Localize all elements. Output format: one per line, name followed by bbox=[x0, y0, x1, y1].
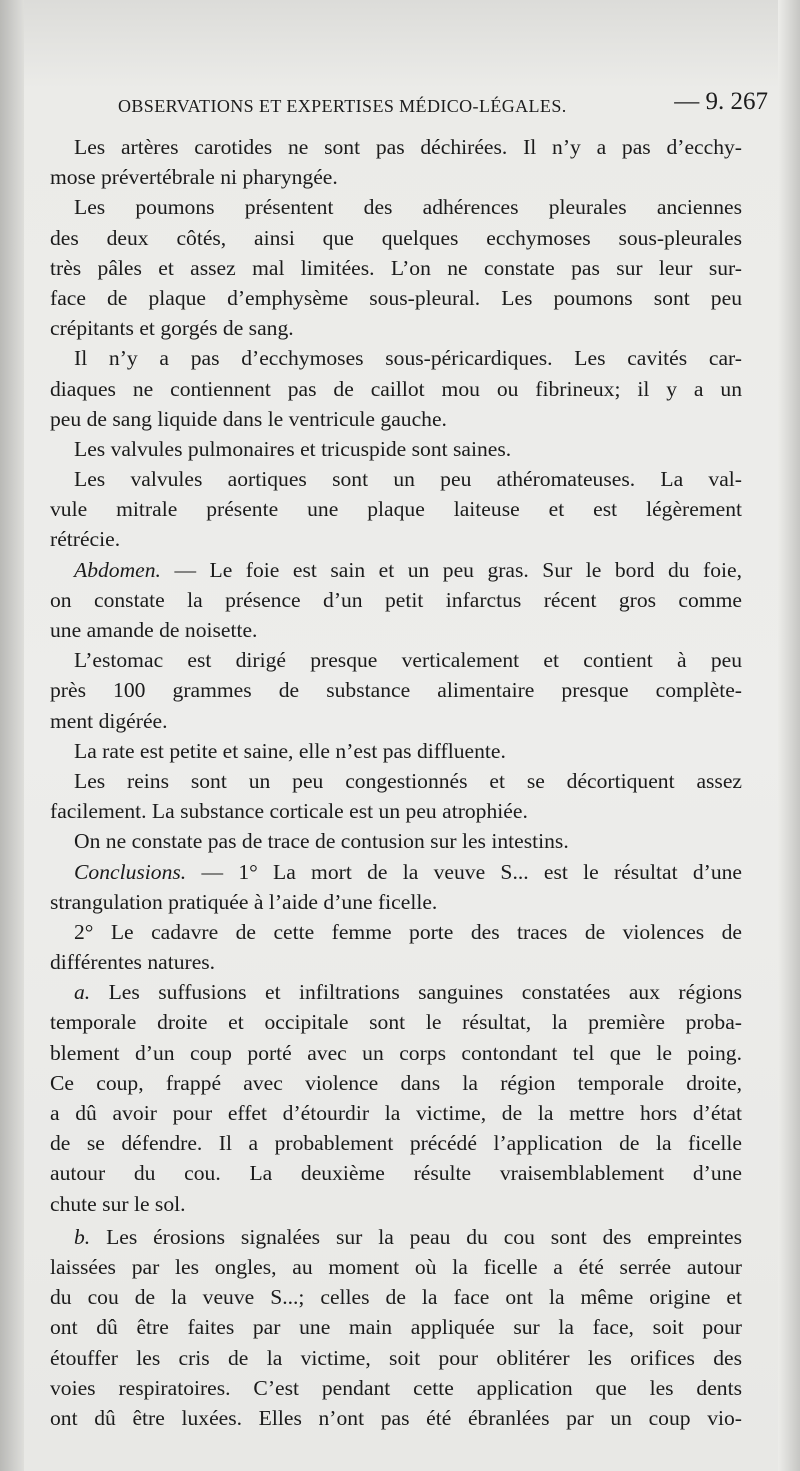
text-line bbox=[50, 947, 742, 977]
text-line bbox=[50, 736, 742, 766]
line-text: a dû avoir pour effet d’étourdir la victime, de la mettre hors d’état bbox=[50, 1101, 742, 1125]
text-line bbox=[50, 192, 742, 222]
line-text: blement d’un coup porté avec un corps contondant tel que le poing. bbox=[50, 1040, 742, 1065]
line-text: peu de sang liquide dans le ventricule gauche. bbox=[50, 406, 447, 431]
text-line bbox=[50, 464, 742, 494]
page-number: — 9. 267 bbox=[674, 88, 768, 115]
text-line bbox=[50, 1038, 742, 1068]
text-line bbox=[50, 796, 742, 826]
line-text: différentes natures. bbox=[50, 950, 216, 975]
text-line bbox=[50, 313, 742, 343]
text-line bbox=[50, 1189, 742, 1219]
line-text: on constate la présence d’un petit infarctus récent gros comme bbox=[50, 587, 742, 612]
line-text: ont dû être faites par une main appliquée sur la face, soit pour bbox=[50, 1315, 742, 1340]
page-edge-shadow bbox=[778, 0, 800, 1471]
text-line bbox=[50, 706, 742, 736]
body-text bbox=[50, 132, 742, 1433]
line-text: très pâles et assez mal limitées. L’on ne constate pas sur leur sur- bbox=[50, 255, 742, 280]
line-text: — Le foie est sain et un peu gras. Sur le bord du foie, bbox=[160, 557, 742, 582]
text-line bbox=[50, 1222, 742, 1252]
text-line bbox=[50, 223, 742, 253]
text-line bbox=[50, 162, 742, 192]
line-text: crépitants et gorgés de sang. bbox=[50, 316, 294, 341]
text-line bbox=[50, 917, 742, 947]
line-text: diaques ne contiennent pas de caillot mou ou fibrineux; il y a un bbox=[50, 376, 742, 401]
line-text: Les érosions signalées sur la peau du cou sont des empreintes bbox=[90, 1224, 742, 1249]
line-text: Les poumons présentent des adhérences pleurales anciennes bbox=[74, 195, 742, 220]
line-text: Les suffusions et infiltrations sanguines constatées aux régions bbox=[90, 980, 742, 1005]
text-line bbox=[50, 1282, 742, 1312]
text-line bbox=[50, 404, 742, 434]
text-line bbox=[50, 1403, 742, 1433]
text-line bbox=[50, 283, 742, 313]
text-line bbox=[50, 343, 742, 373]
line-text: chute sur le sol. bbox=[50, 1191, 186, 1216]
line-text: L’estomac est dirigé presque verticalement et contient à peu bbox=[74, 648, 742, 673]
line-text: On ne constate pas de trace de contusion sur les intestins. bbox=[74, 829, 569, 854]
text-line bbox=[50, 1158, 742, 1188]
text-line bbox=[50, 1098, 742, 1128]
text-line bbox=[50, 132, 742, 162]
text-line bbox=[50, 977, 742, 1007]
line-text: Ce coup, frappé avec violence dans la région temporale droite, bbox=[50, 1070, 742, 1095]
line-text: temporale droite et occipitale sont le résultat, la première proba- bbox=[50, 1010, 742, 1035]
text-line bbox=[50, 1252, 742, 1282]
text-line bbox=[50, 645, 742, 675]
text-line bbox=[50, 1312, 742, 1342]
line-text: face de plaque d’emphysème sous-pleural. Les poumons sont peu bbox=[50, 285, 742, 310]
text-line bbox=[50, 1373, 742, 1403]
text-line bbox=[50, 826, 742, 856]
line-text: Les artères carotides ne sont pas déchirées. Il n’y a pas d’ecchy- bbox=[74, 135, 742, 159]
line-text: rétrécie. bbox=[50, 527, 121, 552]
line-text: ment digérée. bbox=[50, 708, 168, 733]
line-text: Les valvules aortiques sont un peu athéromateuses. La val- bbox=[74, 467, 742, 492]
line-text: de se défendre. Il a probablement précédé l’application de la ficelle bbox=[50, 1131, 742, 1156]
line-text: — 1° La mort de la veuve S... est le résultat d’une bbox=[186, 859, 742, 884]
text-line bbox=[50, 374, 742, 404]
text-line bbox=[50, 585, 742, 615]
line-text: Les reins sont un peu congestionnés et se décortiquent assez bbox=[74, 768, 742, 793]
text-line bbox=[50, 675, 742, 705]
text-line bbox=[50, 524, 742, 554]
line-text: Les valvules pulmonaires et tricuspide sont saines. bbox=[74, 436, 512, 461]
running-title: OBSERVATIONS ET EXPERTISES MÉDICO-LÉGALES. bbox=[118, 96, 567, 116]
line-text: du cou de la veuve S...; celles de la face ont la même origine et bbox=[50, 1285, 742, 1310]
text-line bbox=[50, 434, 742, 464]
text-line bbox=[50, 1007, 742, 1037]
line-text: étouffer les cris de la victime, soit pour oblitérer les orifices des bbox=[50, 1345, 742, 1370]
line-text: autour du cou. La deuxième résulte vraisemblablement d’une bbox=[50, 1161, 742, 1186]
line-text: mose prévertébrale ni pharyngée. bbox=[50, 165, 338, 190]
line-text: des deux côtés, ainsi que quelques ecchymoses sous-pleurales bbox=[50, 225, 742, 250]
line-text: laissées par les ongles, au moment où la ficelle a été serrée autour bbox=[50, 1254, 742, 1279]
italic-lead: a. bbox=[74, 980, 91, 1005]
line-text: voies respiratoires. C’est pendant cette application que les dents bbox=[50, 1375, 742, 1400]
text-line bbox=[50, 615, 742, 645]
line-text: facilement. La substance corticale est un peu atrophiée. bbox=[50, 799, 528, 824]
text-line bbox=[50, 766, 742, 796]
line-text: ont dû être luxées. Elles n’ont pas été ébranlées par un coup vio- bbox=[50, 1405, 742, 1430]
text-line bbox=[50, 494, 742, 524]
italic-lead: b. bbox=[74, 1224, 91, 1249]
running-header bbox=[118, 86, 768, 126]
text-line bbox=[50, 555, 742, 585]
text-line bbox=[50, 1128, 742, 1158]
line-text: La rate est petite et saine, elle n’est pas diffluente. bbox=[74, 738, 506, 763]
line-text: une amande de noisette. bbox=[50, 618, 258, 642]
text-line bbox=[50, 887, 742, 917]
line-text: strangulation pratiquée à l’aide d’une ficelle. bbox=[50, 889, 438, 914]
text-line bbox=[50, 857, 742, 887]
italic-lead: Conclusions. bbox=[74, 859, 187, 884]
text-line bbox=[50, 1343, 742, 1373]
text-line bbox=[50, 253, 742, 283]
text-line bbox=[50, 1068, 742, 1098]
line-text: près 100 grammes de substance alimentaire presque complète- bbox=[50, 678, 742, 703]
line-text: 2° Le cadavre de cette femme porte des traces de violences de bbox=[74, 919, 742, 944]
line-text: Il n’y a pas d’ecchymoses sous-péricardiques. Les cavités car- bbox=[74, 346, 742, 371]
page-gutter-shadow bbox=[0, 0, 24, 1471]
italic-lead: Abdomen. bbox=[74, 557, 161, 582]
line-text: vule mitrale présente une plaque laiteuse et est légèrement bbox=[50, 497, 742, 522]
